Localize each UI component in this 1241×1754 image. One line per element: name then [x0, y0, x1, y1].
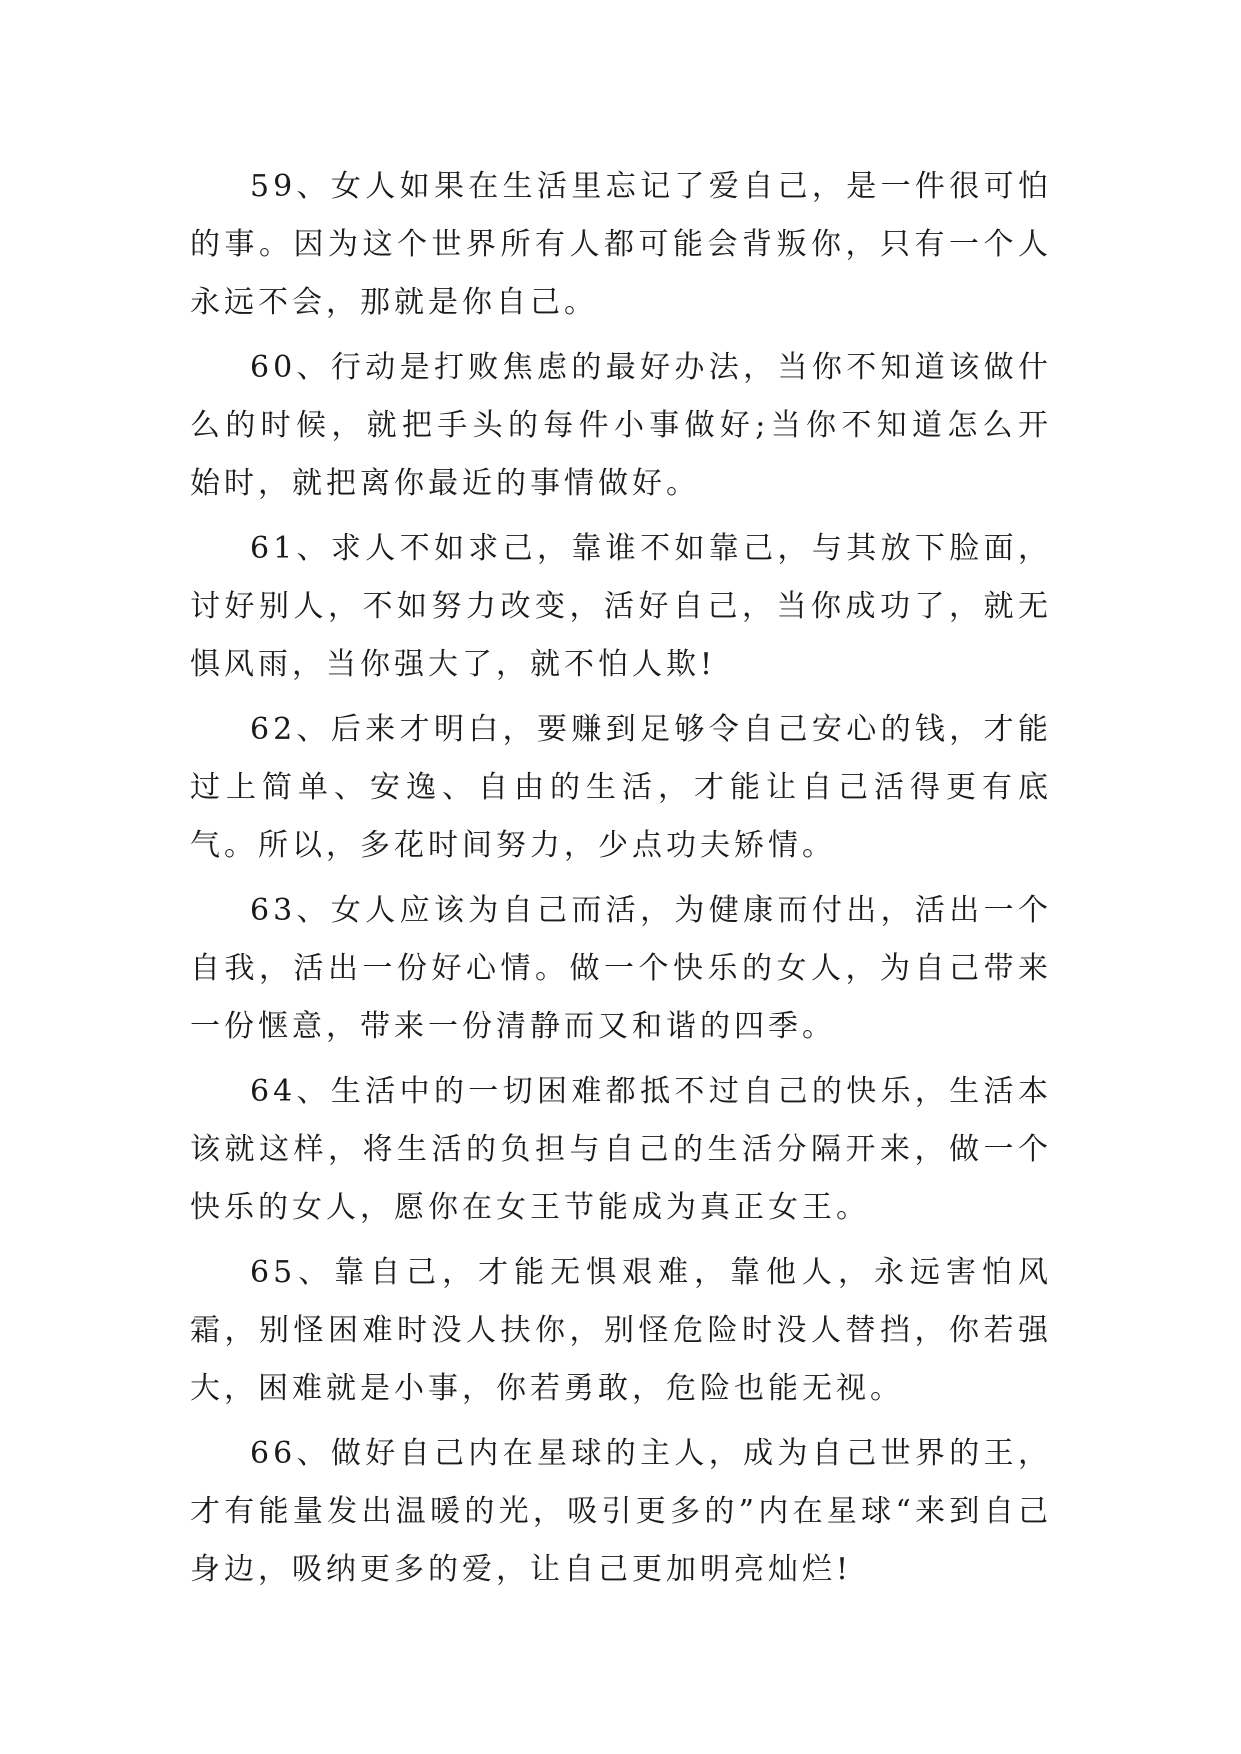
paragraph-61: 61、求人不如求己，靠谁不如靠己，与其放下脸面，讨好别人，不如努力改变，活好自己，当你成功了，就无惧风雨，当你强大了，就不怕人欺! [190, 531, 1052, 682]
paragraph-60: 60、行动是打败焦虑的最好办法，当你不知道该做什么的时候，就把手头的每件小事做好;当你不知道怎么开始时，就把离你最近的事情做好。 [190, 350, 1052, 501]
paragraph-64: 64、生活中的一切困难都抵不过自己的快乐，生活本该就这样，将生活的负担与自己的生活分隔开来，做一个快乐的女人，愿你在女王节能成为真正女王。 [190, 1074, 1052, 1225]
document-body [190, 158, 1052, 1606]
paragraph-59: 59、女人如果在生活里忘记了爱自己，是一件很可怕的事。因为这个世界所有人都可能会背叛你，只有一个人永远不会，那就是你自己。 [190, 169, 1052, 320]
paragraph-63: 63、女人应该为自己而活，为健康而付出，活出一个自我，活出一份好心情。做一个快乐的女人，为自己带来一份惬意，带来一份清静而又和谐的四季。 [190, 893, 1052, 1044]
paragraph-65: 65、靠自己，才能无惧艰难，靠他人，永远害怕风霜，别怪困难时没人扶你，别怪危险时没人替挡，你若强大，困难就是小事，你若勇敢，危险也能无视。 [190, 1255, 1052, 1406]
paragraph-66: 66、做好自己内在星球的主人，成为自己世界的王，才有能量发出温暖的光，吸引更多的”内在星球“来到自己身边，吸纳更多的爱，让自己更加明亮灿烂! [190, 1436, 1052, 1587]
paragraph-62: 62、后来才明白，要赚到足够令自己安心的钱，才能过上简单、安逸、自由的生活，才能让自己活得更有底气。所以，多花时间努力，少点功夫矫情。 [190, 712, 1052, 863]
